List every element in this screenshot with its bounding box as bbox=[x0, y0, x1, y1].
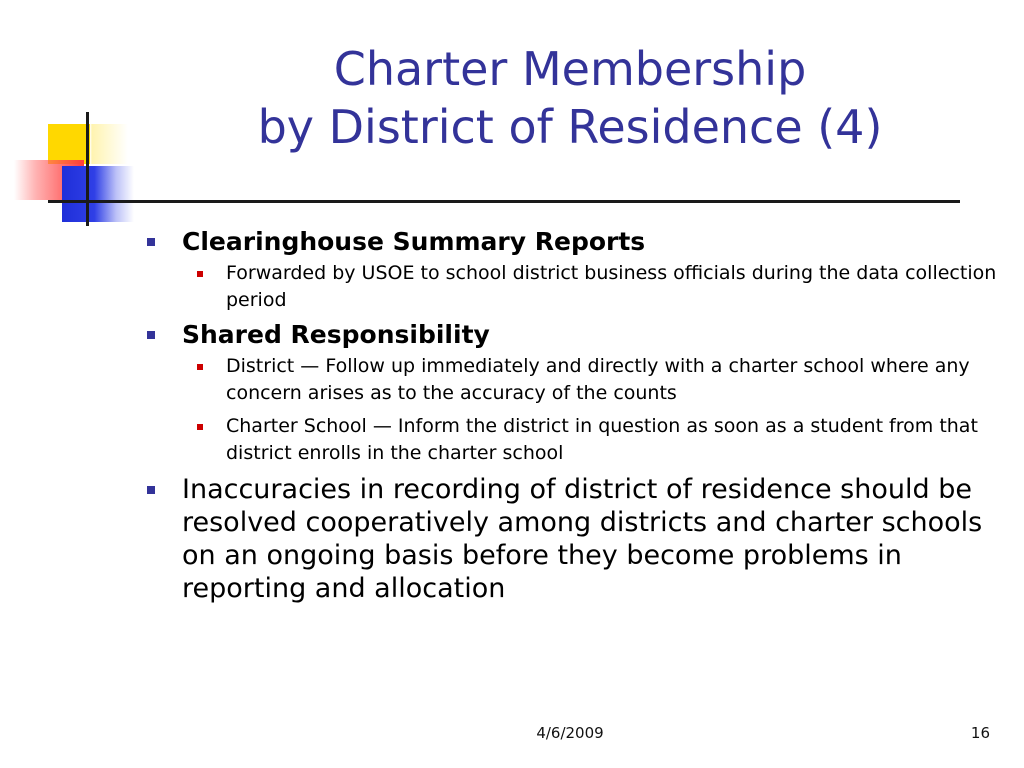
bullet-text: Shared Responsibility bbox=[182, 320, 490, 349]
bullet-text: Inaccuracies in recording of district of residence should be resolved cooperatively among districts and charter schools on an ongoing basis before they become problems in reporting and allocation bbox=[182, 474, 983, 604]
slide-body bbox=[140, 226, 1010, 605]
small-square-bullet-icon bbox=[197, 271, 203, 277]
sub-bullet-text: Charter School — Inform the district in question as soon as a student from that district enrolls in the charter school bbox=[226, 415, 978, 464]
title-line-1: Charter Membership bbox=[333, 42, 807, 96]
square-bullet-icon bbox=[147, 486, 155, 494]
title-divider bbox=[48, 200, 960, 203]
slide-title bbox=[150, 40, 990, 156]
sub-bullet-district bbox=[140, 353, 1010, 407]
sub-bullet-charter-school bbox=[140, 413, 1010, 467]
small-square-bullet-icon bbox=[197, 364, 203, 370]
sub-bullet-text: District — Follow up immediately and directly with a charter school where any concern arises as to the accuracy of the counts bbox=[226, 355, 970, 404]
sub-bullet-text: Forwarded by USOE to school district business officials during the data collection period bbox=[226, 262, 997, 311]
square-bullet-icon bbox=[147, 238, 155, 246]
small-square-bullet-icon bbox=[197, 424, 203, 430]
slide-number: 16 bbox=[970, 724, 990, 742]
footer-date: 4/6/2009 bbox=[536, 724, 604, 742]
blue-square bbox=[62, 166, 134, 222]
sub-bullet-forwarded bbox=[140, 260, 1010, 314]
square-bullet-icon bbox=[147, 331, 155, 339]
vertical-rule bbox=[86, 112, 89, 226]
title-line-2: by District of Residence (4) bbox=[257, 100, 883, 154]
bullet-shared-responsibility bbox=[140, 319, 1010, 351]
bullet-clearinghouse bbox=[140, 226, 1010, 258]
bullet-inaccuracies bbox=[140, 473, 1010, 605]
bullet-text: Clearinghouse Summary Reports bbox=[182, 227, 646, 256]
